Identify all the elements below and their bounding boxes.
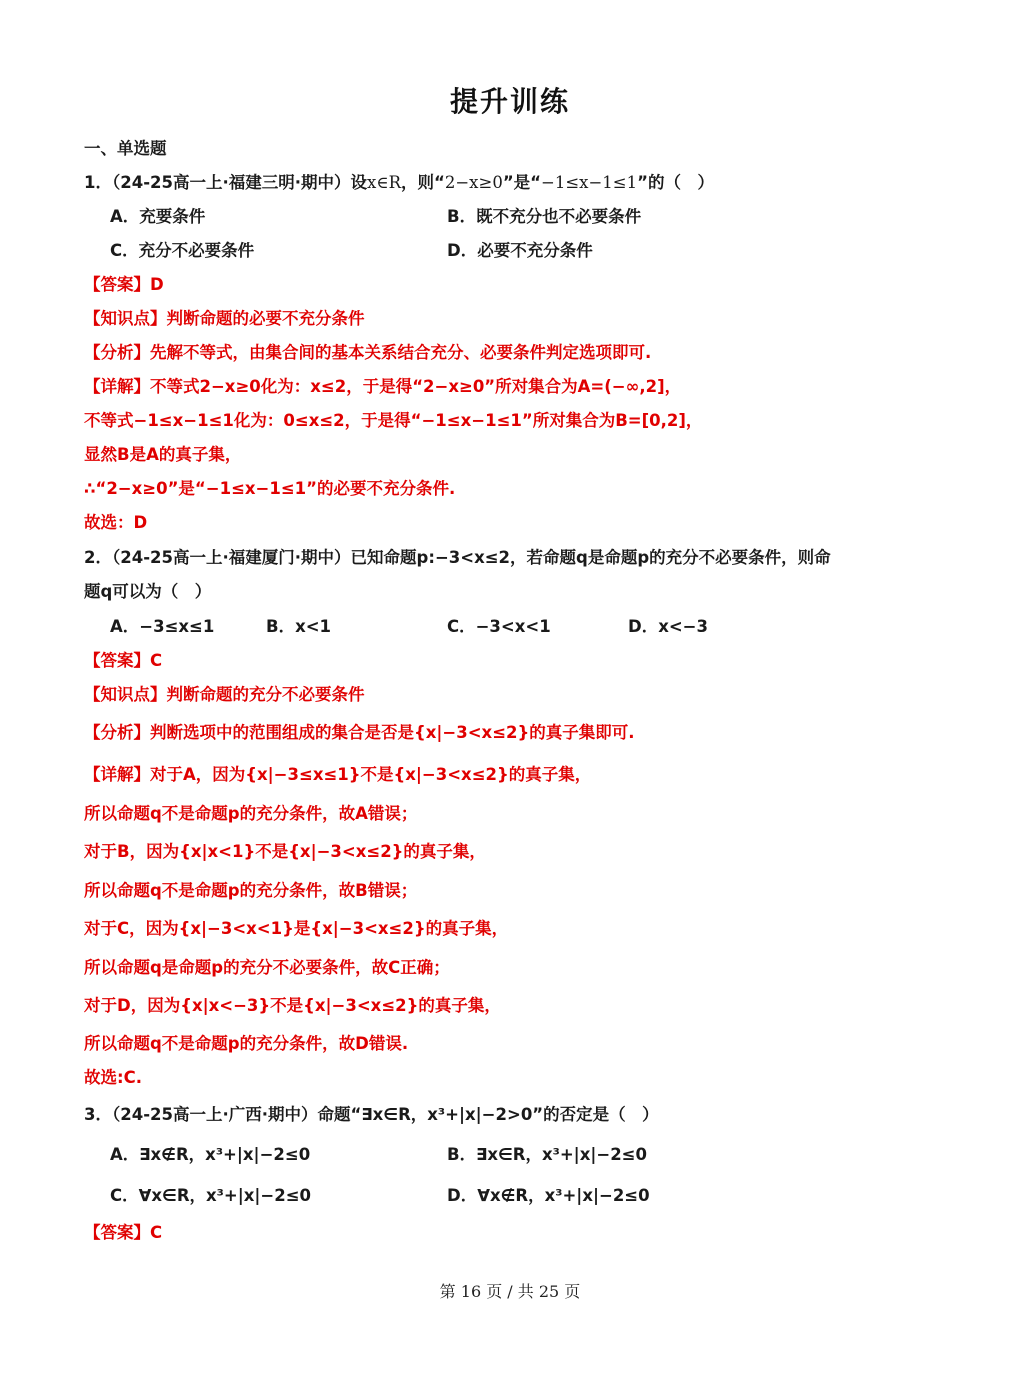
q2-option-b: B．x<1 (266, 617, 332, 636)
q2-option-a: A．−3≤x≤1 (110, 617, 215, 636)
q2-knowledge: 【知识点】判断命题的充分不必要条件 (84, 685, 365, 704)
q1-detail-line: 显然B是A的真子集， (84, 445, 242, 464)
question-1-stem: 1．（24-25高一上·福建三明·期中）设x∈R，则“2−x≥0”是“−1≤x−1≤1”的（ ） (84, 173, 714, 192)
q2-answer: 【答案】C (84, 651, 163, 670)
q2-detail-line: 对于B，因为{x|x<1}不是{x|−3<x≤2}的真子集， (84, 842, 486, 861)
q2-choice: 故选:C. (84, 1068, 142, 1087)
q1-option-d: D．必要不充分条件 (447, 241, 593, 260)
q2-detail-line: 对于C，因为{x|−3<x<1}是{x|−3<x≤2}的真子集， (84, 919, 509, 938)
q3-option-a: A．∃x∉R，x³+|x|−2≤0 (110, 1145, 311, 1164)
question-3-stem: 3．（24-25高一上·广西·期中）命题“∃x∈R，x³+|x|−2>0”的否定是（ ） (84, 1105, 659, 1124)
q2-detail-line: 所以命题q不是命题p的充分条件，故B错误； (84, 881, 418, 900)
question-2-stem-cont: 题q可以为（ ） (84, 582, 212, 601)
q1-option-b: B．既不充分也不必要条件 (447, 207, 642, 226)
q1-knowledge: 【知识点】判断命题的必要不充分条件 (84, 309, 365, 328)
section-heading: 一、单选题 (84, 139, 167, 158)
page-title: 提升训练 (449, 85, 570, 118)
question-2-stem: 2．（24-25高一上·福建厦门·期中）已知命题p:−3<x≤2，若命题q是命题p的充分不必要条件，则命 (84, 548, 831, 567)
q1-option-c: C．充分不必要条件 (110, 241, 255, 260)
page-footer: 第 16 页 / 共 25 页 (439, 1282, 581, 1301)
q1-detail-line: 不等式−1≤x−1≤1化为：0≤x≤2，于是得“−1≤x−1≤1”所对集合为B=[0,2]， (84, 411, 703, 430)
q1-detail-line: 【详解】不等式2−x≥0化为：x≤2，于是得“2−x≥0”所对集合为A=(−∞,2]， (84, 377, 682, 396)
q2-option-c: C．−3<x<1 (447, 617, 551, 636)
q3-option-c: C．∀x∈R，x³+|x|−2≤0 (110, 1186, 312, 1205)
q2-detail-line: 所以命题q不是命题p的充分条件，故D错误. (84, 1034, 409, 1053)
q3-option-d: D．∀x∉R，x³+|x|−2≤0 (447, 1186, 650, 1205)
q1-choice: 故选：D (84, 513, 148, 532)
q2-option-d: D．x<−3 (628, 617, 708, 636)
q3-option-b: B．∃x∈R，x³+|x|−2≤0 (447, 1145, 647, 1164)
q2-detail-line: 所以命题q不是命题p的充分条件，故A错误； (84, 804, 418, 823)
q2-detail-line: 【详解】对于A，因为{x|−3≤x≤1}不是{x|−3<x≤2}的真子集， (84, 765, 592, 784)
q2-analysis: 【分析】判断选项中的范围组成的集合是否是{x|−3<x≤2}的真子集即可. (84, 723, 635, 742)
q3-answer: 【答案】C (84, 1223, 163, 1242)
q2-detail-line: 对于D，因为{x|x<−3}不是{x|−3<x≤2}的真子集， (84, 996, 501, 1015)
q1-analysis: 【分析】先解不等式，由集合间的基本关系结合充分、必要条件判定选项即可. (84, 343, 652, 362)
q1-answer: 【答案】D (84, 275, 164, 294)
q1-detail-line: ∴“2−x≥0”是“−1≤x−1≤1”的必要不充分条件. (84, 479, 456, 498)
q1-option-a: A．充要条件 (110, 207, 206, 226)
q2-detail-line: 所以命题q是命题p的充分不必要条件，故C正确； (84, 958, 450, 977)
